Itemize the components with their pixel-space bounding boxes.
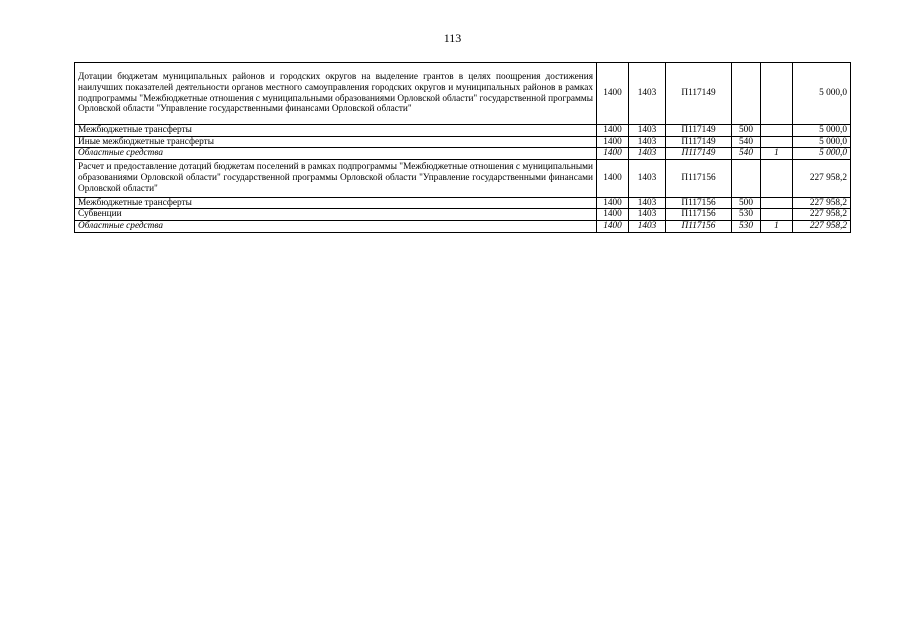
target-article-code: П117149 [666,125,732,137]
expense-type-code: 540 [732,136,761,148]
row-description: Расчет и предоставление дотаций бюджетам поселений в рамках подпрограммы "Межбюджетные отношения с муниципальными образованиями Орловской области" государственной программы Орловской области "Управление государственными финансами Орловской области" [75,159,597,197]
section-code: 1400 [597,136,629,148]
subsection-code: 1403 [629,220,666,232]
amount: 5 000,0 [793,63,851,125]
subsection-code: 1403 [629,136,666,148]
row-description: Межбюджетные трансферты [75,197,597,209]
funding-source-code [761,197,793,209]
expense-type-code: 530 [732,220,761,232]
subsection-code: 1403 [629,125,666,137]
section-code: 1400 [597,209,629,221]
amount: 227 958,2 [793,159,851,197]
page-number: 113 [443,31,462,45]
amount: 227 958,2 [793,220,851,232]
expense-type-code: 500 [732,125,761,137]
row-description: Дотации бюджетам муниципальных районов и городских округов на выделение грантов в целях поощрения достижения наилучших показателей деятельности органов местного самоуправления городских округов и муниципальных районов в рамках подпрограммы "Межбюджетные отношения с муниципальными образованиями Орловской области" государственной программы Орловской области "Управление государственными финансами Орловской области" [75,63,597,125]
expense-type-code: 540 [732,148,761,160]
funding-source-code [761,209,793,221]
section-code: 1400 [597,197,629,209]
funding-source-code [761,136,793,148]
target-article-code: П117156 [666,159,732,197]
subsection-code: 1403 [629,209,666,221]
target-article-code: П117149 [666,136,732,148]
funding-source-code [761,63,793,125]
funding-source-code [761,159,793,197]
row-description: Иные межбюджетные трансферты [75,136,597,148]
row-description: Областные средства [75,220,597,232]
row-description: Субвенции [75,209,597,221]
section-code: 1400 [597,63,629,125]
table-row [75,197,851,209]
funding-source-code: 1 [761,220,793,232]
table-row [75,125,851,137]
target-article-code: П117149 [666,148,732,160]
table-row [75,159,851,197]
section-code: 1400 [597,148,629,160]
table-row [75,63,851,125]
row-description: Областные средства [75,148,597,160]
subsection-code: 1403 [629,148,666,160]
table-row [75,209,851,221]
section-code: 1400 [597,125,629,137]
target-article-code: П117149 [666,63,732,125]
section-code: 1400 [597,159,629,197]
amount: 5 000,0 [793,148,851,160]
expense-type-code [732,159,761,197]
target-article-code: П117156 [666,197,732,209]
funding-source-code [761,125,793,137]
table-row [75,148,851,160]
amount: 5 000,0 [793,136,851,148]
row-description: Межбюджетные трансферты [75,125,597,137]
section-code: 1400 [597,220,629,232]
expense-type-code: 530 [732,209,761,221]
amount: 227 958,2 [793,209,851,221]
subsection-code: 1403 [629,197,666,209]
subsection-code: 1403 [629,63,666,125]
table-row [75,220,851,232]
target-article-code: П117156 [666,209,732,221]
amount: 227 958,2 [793,197,851,209]
expense-type-code: 500 [732,197,761,209]
table-row [75,136,851,148]
expense-type-code [732,63,761,125]
amount: 5 000,0 [793,125,851,137]
budget-table [74,62,851,233]
funding-source-code: 1 [761,148,793,160]
target-article-code: П117156 [666,220,732,232]
subsection-code: 1403 [629,159,666,197]
